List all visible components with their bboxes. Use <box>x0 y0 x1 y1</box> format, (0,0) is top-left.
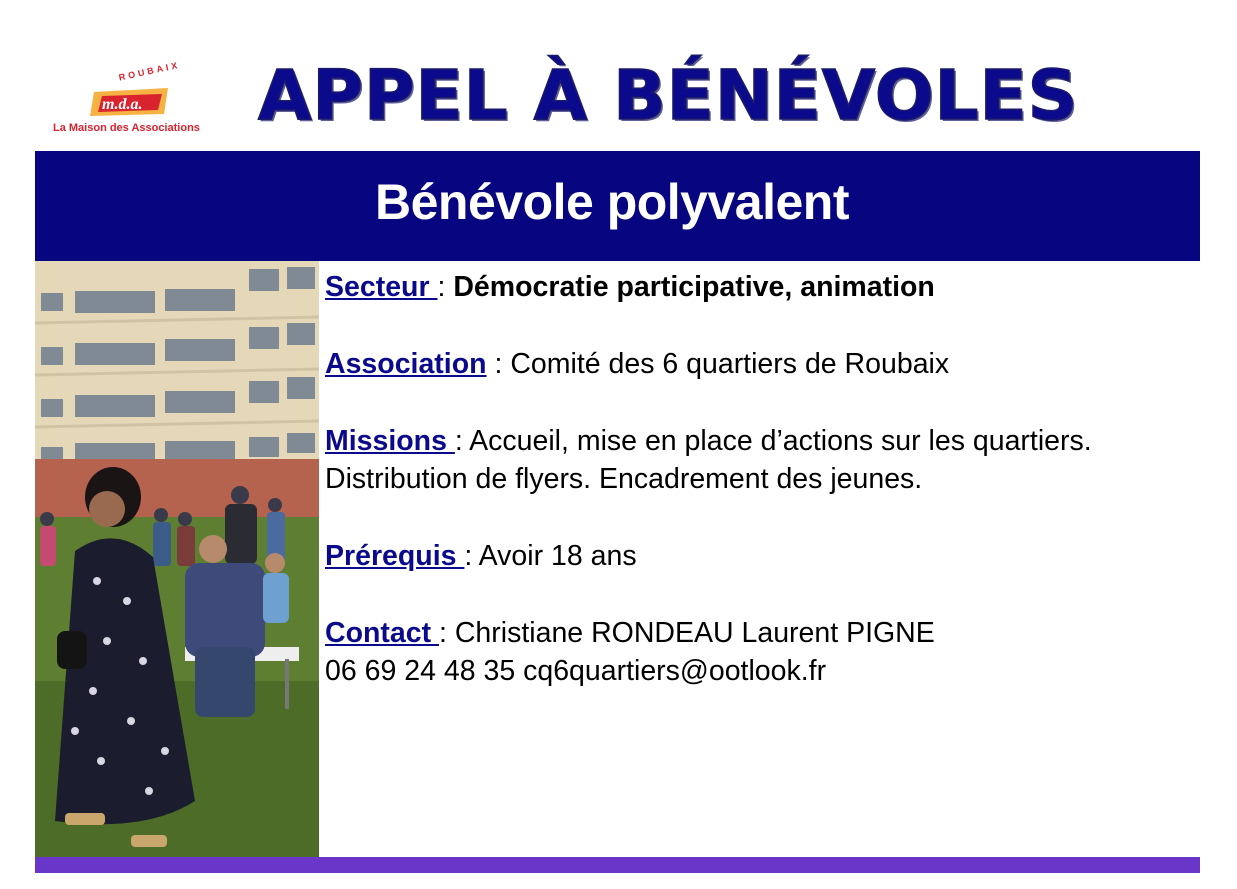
field-prerequis: Prérequis : Avoir 18 ans <box>325 540 637 572</box>
prerequis-value: Avoir 18 ans <box>478 540 637 572</box>
footer-bar <box>35 857 1200 873</box>
offer-details <box>325 268 1195 729</box>
field-secteur: Secteur : Démocratie participative, animation <box>325 271 935 303</box>
missions-value: Accueil, mise en place d’actions sur les quartiers. Distribution de flyers. Encadrement des jeunes. <box>325 425 1092 495</box>
position-title: Bénévole polyvalent <box>375 174 849 230</box>
secteur-label: Secteur <box>325 271 438 303</box>
field-contact: Contact : Christiane RONDEAU Laurent PIGNE 06 69 24 48 35 cq6quartiers@ootlook.fr <box>325 617 935 687</box>
page-title: APPEL À BÉNÉVOLES <box>258 56 1079 136</box>
prerequis-label: Prérequis <box>325 540 465 572</box>
association-label: Association <box>325 348 487 380</box>
missions-label: Missions <box>325 425 455 457</box>
field-missions: Missions : Accueil, mise en place d’actions sur les quartiers. Distribution de flyers. Encadrement des jeunes. <box>325 425 1092 495</box>
field-association: Association : Comité des 6 quartiers de Roubaix <box>325 348 950 380</box>
logo-mark: m.d.a. <box>102 96 143 113</box>
logo-city: ROUBAIX <box>117 59 182 83</box>
position-banner <box>35 151 1200 261</box>
logo-name: La Maison des Associations <box>53 122 200 134</box>
contact-label: Contact <box>325 617 439 649</box>
volunteer-photo <box>35 261 319 857</box>
secteur-value: Démocratie participative, animation <box>453 271 935 303</box>
contact-value: Christiane RONDEAU Laurent PIGNE <box>454 617 935 649</box>
contact-details: 06 69 24 48 35 cq6quartiers@ootlook.fr <box>325 655 827 687</box>
mda-logo <box>50 52 210 140</box>
association-value: Comité des 6 quartiers de Roubaix <box>510 348 950 380</box>
